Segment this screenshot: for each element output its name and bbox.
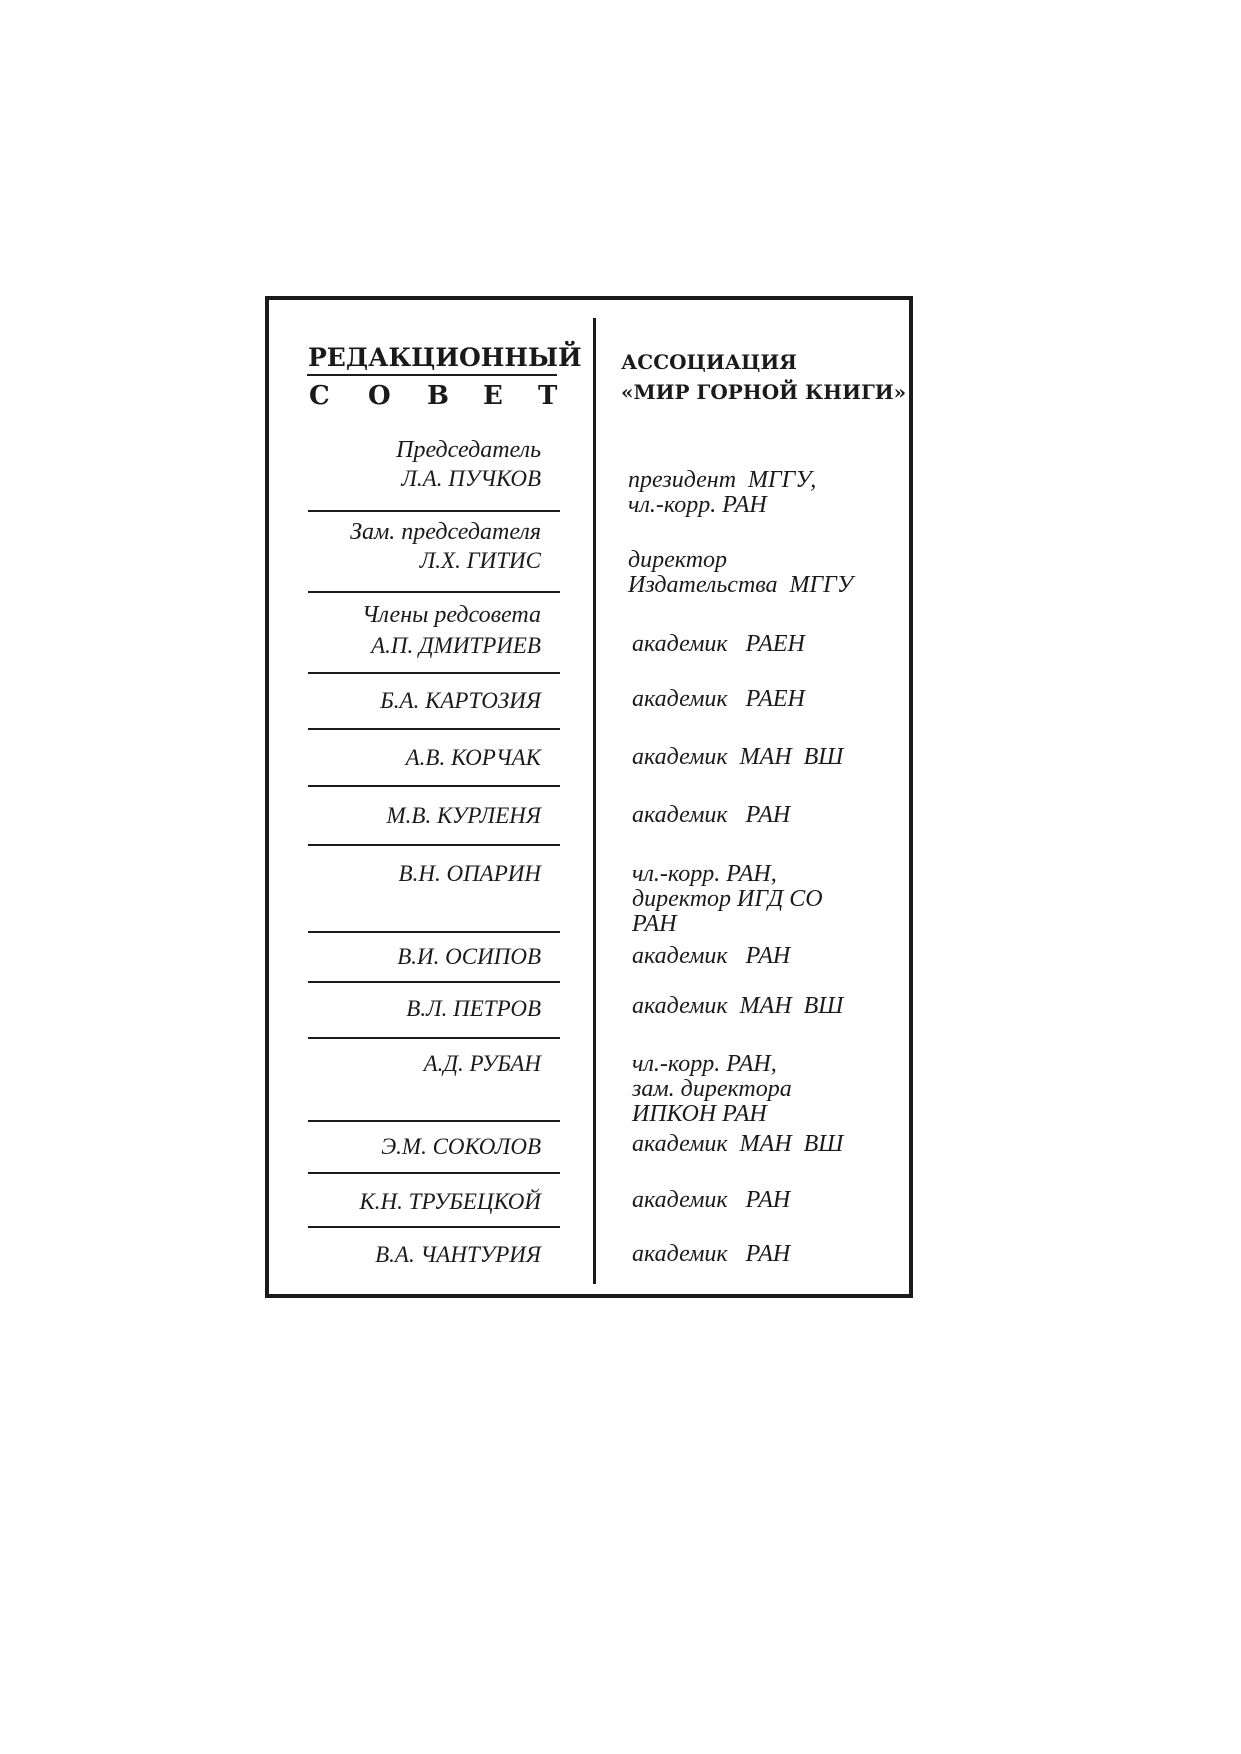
member-name: В.Н. ОПАРИН <box>398 861 541 886</box>
subtitle-letter-5: Т <box>538 381 558 411</box>
row-separator <box>308 785 560 787</box>
member-title: академик МАН ВШ <box>632 993 844 1019</box>
row-separator <box>308 1172 560 1174</box>
member-title: академик РАЕН <box>632 631 805 657</box>
member-title: академик РАН <box>632 1241 791 1267</box>
column-divider <box>593 318 596 1284</box>
row-separator <box>308 510 560 512</box>
row-separator <box>308 591 560 593</box>
role-label: Зам. председателя <box>350 519 541 545</box>
row-separator <box>308 672 560 674</box>
subtitle-letter-3: В <box>427 381 449 411</box>
member-name: Л.Х. ГИТИС <box>419 548 541 573</box>
board-title: РЕДАКЦИОННЫЙ <box>308 343 582 372</box>
member-name: М.В. КУРЛЕНЯ <box>386 803 541 828</box>
association-name-line2: «МИР ГОРНОЙ КНИГИ» <box>621 380 907 404</box>
member-name: К.Н. ТРУБЕЦКОЙ <box>359 1189 541 1214</box>
subtitle-letter-4: Е <box>483 381 503 411</box>
member-title: академик МАН ВШ <box>632 744 844 770</box>
subtitle-letter-2: О <box>368 381 391 411</box>
member-name: Л.А. ПУЧКОВ <box>401 466 541 491</box>
row-separator <box>308 728 560 730</box>
role-label: Члены редсовета <box>361 602 541 628</box>
row-separator <box>308 931 560 933</box>
member-title: чл.-корр. РАН, директор ИГД СО РАН <box>632 861 823 937</box>
member-name: А.П. ДМИТРИЕВ <box>371 633 541 658</box>
row-separator <box>308 1037 560 1039</box>
member-title: академик РАН <box>632 802 791 828</box>
member-title: президент МГГУ, чл.-корр. РАН <box>628 467 817 518</box>
row-separator <box>308 1120 560 1122</box>
member-title: директор Издательства МГГУ <box>628 547 853 598</box>
row-separator <box>308 981 560 983</box>
member-name: В.И. ОСИПОВ <box>397 944 541 969</box>
title-underline <box>307 374 557 376</box>
member-title: чл.-корр. РАН, зам. директора ИПКОН РАН <box>632 1051 792 1127</box>
member-name: В.А. ЧАНТУРИЯ <box>375 1242 541 1267</box>
member-name: А.В. КОРЧАК <box>405 745 541 770</box>
member-title: академик РАЕН <box>632 686 805 712</box>
subtitle-letter-1: С <box>309 381 330 411</box>
role-label: Председатель <box>396 437 541 463</box>
member-name: А.Д. РУБАН <box>423 1051 541 1076</box>
member-title: академик МАН ВШ <box>632 1131 844 1157</box>
member-name: В.Л. ПЕТРОВ <box>406 996 541 1021</box>
member-title: академик РАН <box>632 943 791 969</box>
member-name: Э.М. СОКОЛОВ <box>381 1134 541 1159</box>
row-separator <box>308 1226 560 1228</box>
member-name: Б.А. КАРТОЗИЯ <box>380 688 541 713</box>
row-separator <box>308 844 560 846</box>
association-name-line1: АССОЦИАЦИЯ <box>621 350 797 374</box>
member-title: академик РАН <box>632 1187 791 1213</box>
